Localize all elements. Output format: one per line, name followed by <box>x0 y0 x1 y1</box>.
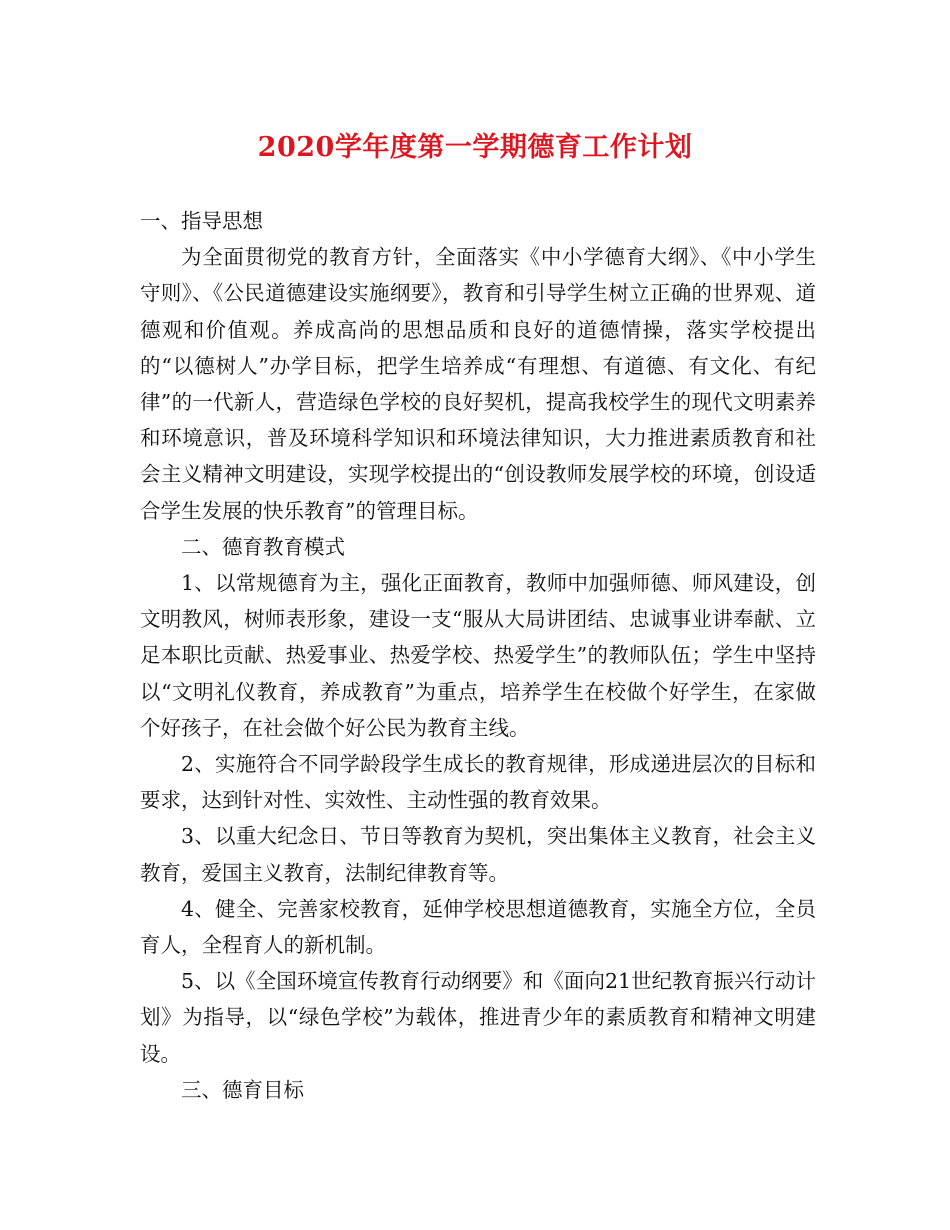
section-heading-moral-goals: 三、德育目标 <box>181 1077 304 1102</box>
paragraph-item-1: 1、以常规德育为主，强化正面教育，教师中加强师德、师风建设，创文明教风，树师表形象，建设一支“服从大局讲团结、忠诚事业讲奉献、立足本职比贡献、热爱事业、热爱学校、热爱学生”的教师队伍；学生中坚持以“文明礼仪教育，养成教育”为重点，培养学生在校做个好学生，在家做个好孩子，在社会做个好公民为教育主线。 <box>140 571 816 740</box>
paragraph-item-4: 4、健全、完善家校教育，延伸学校思想道德教育，实施全方位，全员育人，全程育人的新机制。 <box>140 896 816 958</box>
paragraph-item-2: 2、实施符合不同学龄段学生成长的教育规律，形成递进层次的目标和要求，达到针对性、实效性、主动性强的教育效果。 <box>140 752 816 813</box>
paragraph-guiding-ideology: 为全面贯彻党的教育方针，全面落实《中小学德育大纲》、《中小学生守则》、《公民道德建设实施纲要》，教育和引导学生树立正确的世界观、道德观和价值观。养成高尚的思想品质和良好的道德情操，落实学校提出的“以德树人”办学目标，把学生培养成“有理想、有道德、有文化、有纪律”的一代新人，营造绿色学校的良好契机，提高我校学生的现代文明素养和环境意识，普及环境科学知识和环境法律知识，大力推进素质教育和社会主义精神文明建设，实现学校提出的“创设教师发展学校的环境，创设适合学生发展的快乐教育”的管理目标。 <box>140 245 816 523</box>
paragraph-item-5: 5、以《全国环境宣传教育行动纲要》和《面向21世纪教育振兴行动计划》为指导，以“绿色学校”为载体，推进青少年的素质教育和精神文明建设。 <box>140 969 816 1066</box>
document-body <box>140 203 816 1108</box>
paragraph-item-3: 3、以重大纪念日、节日等教育为契机，突出集体主义教育，社会主义教育，爱国主义教育，法制纪律教育等。 <box>140 824 816 885</box>
section-heading-guiding-ideology: 一、指导思想 <box>140 209 263 233</box>
document-title: 2020学年度第一学期德育工作计划 <box>257 132 693 163</box>
section-heading-education-model: 二、德育教育模式 <box>181 534 345 559</box>
